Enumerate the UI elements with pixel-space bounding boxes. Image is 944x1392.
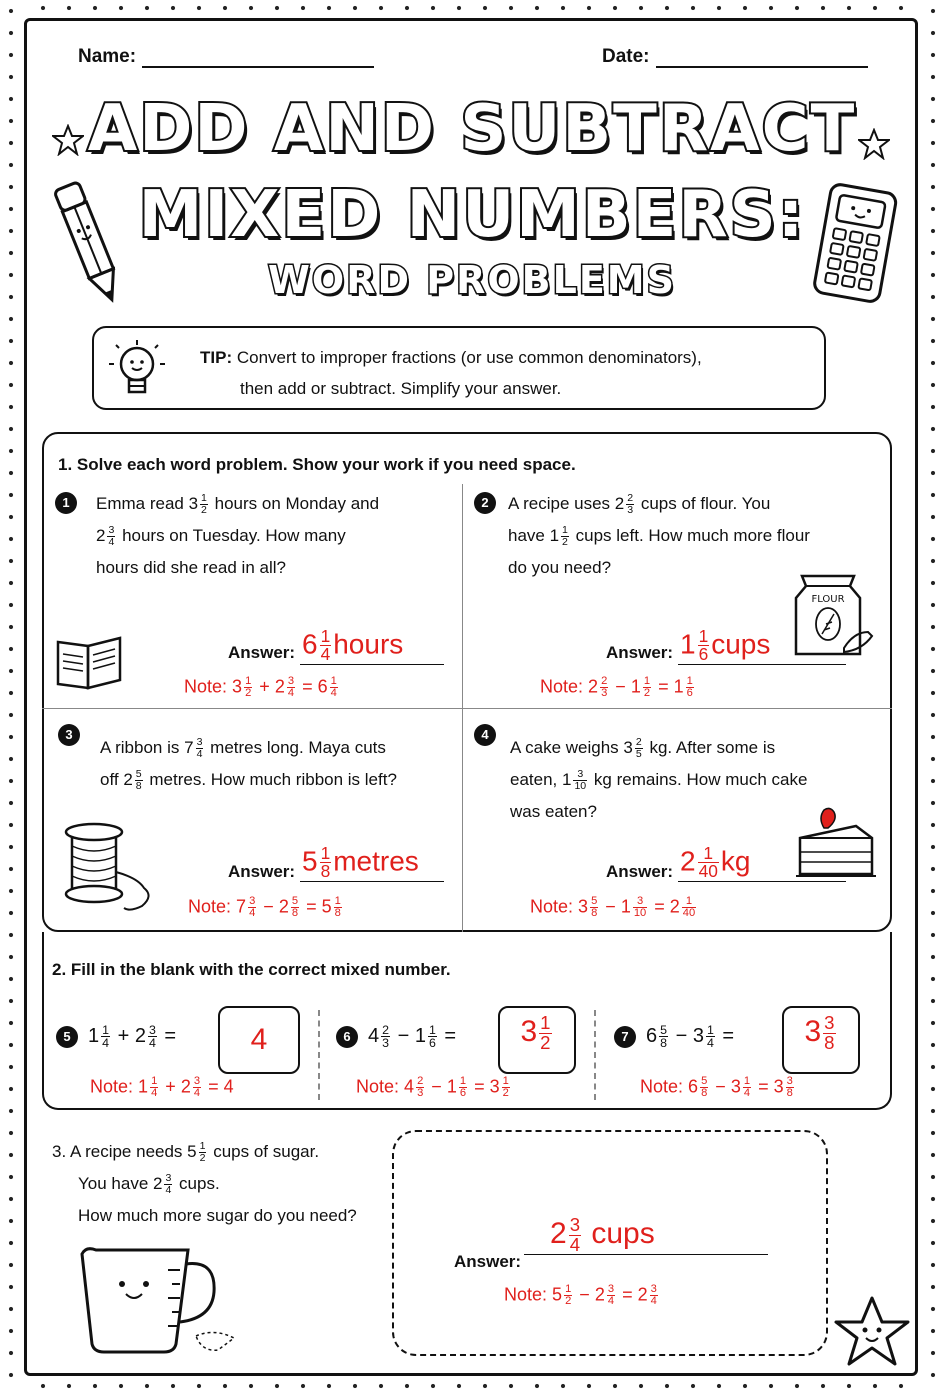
- note-equation: Note: 7 $\frac{3}{4}$ − 2 $\frac{5}{8}$ = 5 $\frac{1}{8}$: [188, 895, 341, 920]
- problem-number: 7: [614, 1026, 636, 1048]
- star-icon: [858, 128, 890, 160]
- problem-number: 1: [55, 492, 77, 514]
- note-equation: Note: 1 $\frac{1}{4}$ + 2 $\frac{3}{4}$ = 4: [90, 1075, 234, 1100]
- problem-number: 2: [474, 492, 496, 514]
- dotted-border-top: [30, 4, 914, 12]
- title-line-3: WORD PROBLEMS: [268, 258, 676, 302]
- note-equation: Note: 3 $\frac{1}{2}$ + 2 $\frac{3}{4}$ = 6 $\frac{1}{4}$: [184, 675, 337, 700]
- dotted-border-bottom: [30, 1382, 914, 1390]
- note-equation: Note: 6 $\frac{5}{8}$ − 3 $\frac{1}{4}$ = 3 $\frac{3}{8}$: [640, 1075, 793, 1100]
- tip-box: [92, 326, 826, 410]
- answer-label: Answer:: [606, 643, 674, 662]
- fill-blank-equation: 6 $\frac{5}{8}$ − 3 $\frac{1}{4}$ =: [646, 1023, 735, 1051]
- problem-number: 3: [58, 724, 80, 746]
- tip-line-2: then add or subtract. Simplify your answer.: [240, 379, 562, 398]
- thread-spool-icon: [58, 822, 162, 914]
- answer-value[interactable]: 2 $\frac{3}{4}$ cups: [524, 1216, 768, 1255]
- answer-box[interactable]: 4: [218, 1006, 300, 1074]
- answer-label: Answer:: [606, 862, 674, 881]
- dashed-divider: [594, 1010, 596, 1100]
- star-icon: [52, 124, 84, 156]
- section-1-instruction: 1. Solve each word problem. Show your work if you need space.: [58, 455, 576, 474]
- problem-number: 5: [56, 1026, 78, 1048]
- section-2-instruction: 2. Fill in the blank with the correct mixed number.: [52, 960, 451, 979]
- problem-1-text: Emma read 3 $\frac{1}{2}$ hours on Monday and 2 $\frac{3}{4}$ hours on Tuesday. How many hours did she read in all?: [96, 492, 380, 577]
- date-line[interactable]: [656, 66, 868, 68]
- answer-label: Answer:: [228, 643, 296, 662]
- title-line-2: MIXED NUMBERS:: [138, 178, 806, 252]
- problem-3-word: 3. A recipe needs 5 $\frac{1}{2}$ cups of sugar. You have 2 $\frac{3}{4}$ cups. How much more sugar do you need?: [52, 1140, 357, 1225]
- star-icon: [830, 1292, 914, 1372]
- problem-3-text: A ribbon is 7 $\frac{3}{4}$ metres long. Maya cuts off 2 $\frac{5}{8}$ metres. How much ribbon is left?: [100, 736, 397, 793]
- book-icon: [52, 628, 126, 694]
- answer-label: Answer:: [228, 862, 296, 881]
- dashed-divider: [318, 1010, 320, 1100]
- answer-value[interactable]: 1 $\frac{1}{6}$ cups: [678, 628, 846, 665]
- answer-value[interactable]: 2 $\frac{1}{40}$ kg: [678, 845, 846, 882]
- lightbulb-icon: [104, 336, 170, 404]
- answer-label: Answer:: [454, 1252, 522, 1271]
- calculator-icon: [810, 182, 900, 306]
- date-label: Date:: [602, 46, 650, 67]
- note-equation: Note: 4 $\frac{2}{3}$ − 1 $\frac{1}{6}$ = 3 $\frac{1}{2}$: [356, 1075, 509, 1100]
- fill-blank-equation: 4 $\frac{2}{3}$ − 1 $\frac{1}{6}$ =: [368, 1023, 457, 1051]
- svg-text:FLOUR: FLOUR: [811, 594, 845, 605]
- problem-2-text: A recipe uses 2 $\frac{2}{3}$ cups of flour. You have 1 $\frac{1}{2}$ cups left. How much more flour do you need?: [508, 492, 810, 577]
- answer-value[interactable]: 6 $\frac{1}{4}$ hours: [300, 628, 444, 665]
- pencil-icon: [54, 176, 124, 310]
- grid-divider-horizontal: [42, 708, 892, 709]
- measuring-cup-icon: [76, 1240, 246, 1360]
- tip-line-1: Convert to improper fractions (or use common denominators),: [236, 348, 702, 367]
- tip-label: TIP:: [200, 348, 233, 367]
- name-label: Name:: [78, 46, 137, 67]
- answer-value[interactable]: 5 $\frac{1}{8}$ metres: [300, 845, 444, 882]
- note-equation: Note: 2 $\frac{2}{3}$ − 1 $\frac{1}{2}$ = 1 $\frac{1}{6}$: [540, 675, 693, 700]
- note-equation: Note: 5 $\frac{1}{2}$ − 2 $\frac{3}{4}$ = 2 $\frac{3}{4}$: [504, 1283, 657, 1308]
- note-equation: Note: 3 $\frac{5}{8}$ − 1 $\frac{3}{10}$ = 2 $\frac{1}{40}$: [530, 895, 696, 920]
- name-field[interactable]: [78, 46, 374, 68]
- problem-number: 6: [336, 1026, 358, 1048]
- date-field[interactable]: [602, 46, 868, 68]
- problem-number: 4: [474, 724, 496, 746]
- fill-blank-equation: 1 $\frac{1}{4}$ + 2 $\frac{3}{4}$ =: [88, 1023, 177, 1051]
- title-line-1: ADD AND SUBTRACT: [87, 92, 857, 166]
- answer-box[interactable]: 3 $\frac{3}{8}$: [782, 1006, 860, 1074]
- name-line[interactable]: [142, 66, 374, 68]
- answer-box[interactable]: 3 $\frac{1}{2}$: [498, 1006, 576, 1074]
- problem-4-text: A cake weighs 3 $\frac{2}{5}$ kg. After some is eaten, 1 $\frac{3}{10}$ kg remains. How much cake was eaten?: [510, 736, 808, 821]
